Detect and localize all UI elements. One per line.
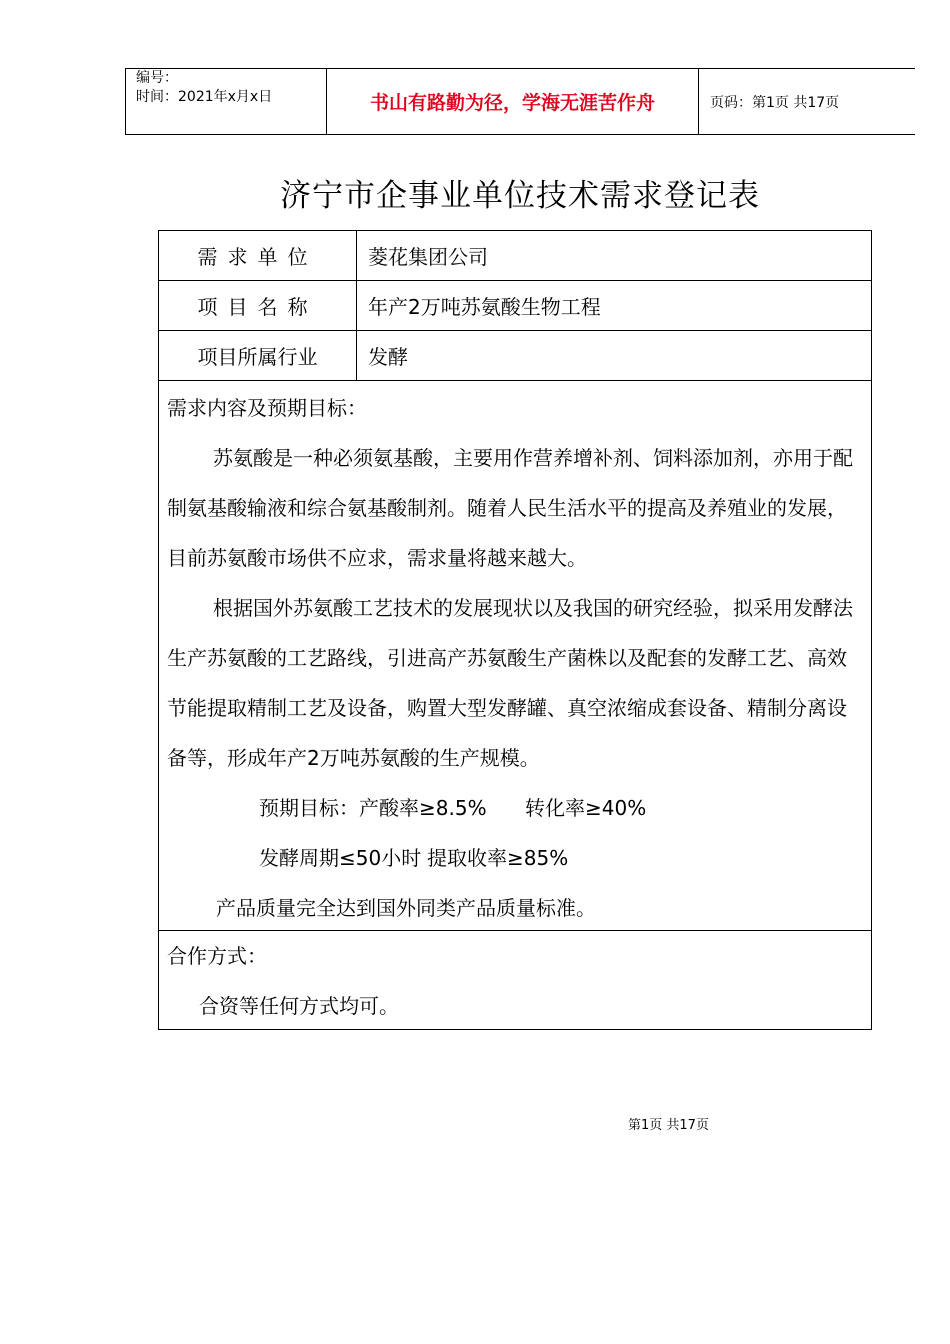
table-row-project <box>159 281 871 331</box>
value-industry: 发酵 <box>368 345 408 369</box>
header-number: 编号： <box>136 70 178 86</box>
value-project-name: 年产2万吨苏氨酸生物工程 <box>368 295 601 319</box>
header-page-info: 页码：第1页 共17页 <box>710 94 840 111</box>
requirement-paragraph-2: 根据国外苏氨酸工艺技术的发展现状以及我国的研究经验，拟采用发酵法生产苏氨酸的工艺路线，引进高产苏氨酸生产菌株以及配套的发酵工艺、高效节能提取精制工艺及设备，购置大型发酵罐、真空浓缩成套设备、精制分离设备等，形成年产2万吨苏氨酸的生产规模。 <box>167 596 853 770</box>
target-line-2 <box>167 833 863 883</box>
requirement-section <box>159 383 871 931</box>
target-cycle: 发酵周期≤50小时 <box>259 846 422 870</box>
label-project-name: 项目名称 <box>159 281 357 330</box>
requirement-paragraph-1: 苏氨酸是一种必须氨基酸，主要用作营养增补剂、饲料添加剂，亦用于配制氨基酸输液和综合氨基酸制剂。随着人民生活水平的提高及养殖业的发展，目前苏氨酸市场供不应求，需求量将越来越大。 <box>167 446 853 570</box>
cooperation-text: 合资等任何方式均可。 <box>199 994 399 1018</box>
header-slogan: 书山有路勤为径，学海无涯苦作舟 <box>327 69 699 134</box>
label-demand-unit: 需求单位 <box>159 231 357 280</box>
target-line-1 <box>167 783 863 833</box>
target-acid-rate: 预期目标：产酸率≥8.5% <box>259 796 487 820</box>
registration-table <box>158 230 872 1030</box>
page-header <box>125 68 915 135</box>
header-meta <box>126 69 327 134</box>
label-industry: 项目所属行业 <box>159 331 357 380</box>
cooperation-section <box>159 931 871 1029</box>
value-demand-unit: 菱花集团公司 <box>368 245 488 269</box>
quality-statement: 产品质量完全达到国外同类产品质量标准。 <box>216 896 596 920</box>
table-row-industry <box>159 331 871 381</box>
table-row-unit <box>159 231 871 281</box>
target-yield: 提取收率≥85% <box>427 846 569 870</box>
target-conversion: 转化率≥40% <box>525 796 647 820</box>
cooperation-heading: 合作方式： <box>167 944 267 968</box>
page-title: 济宁市企事业单位技术需求登记表 <box>280 178 760 214</box>
requirement-heading: 需求内容及预期目标： <box>167 396 367 420</box>
header-time: 时间：2021年x月x日 <box>136 89 273 105</box>
page-footer: 第1页 共17页 <box>628 1118 709 1133</box>
